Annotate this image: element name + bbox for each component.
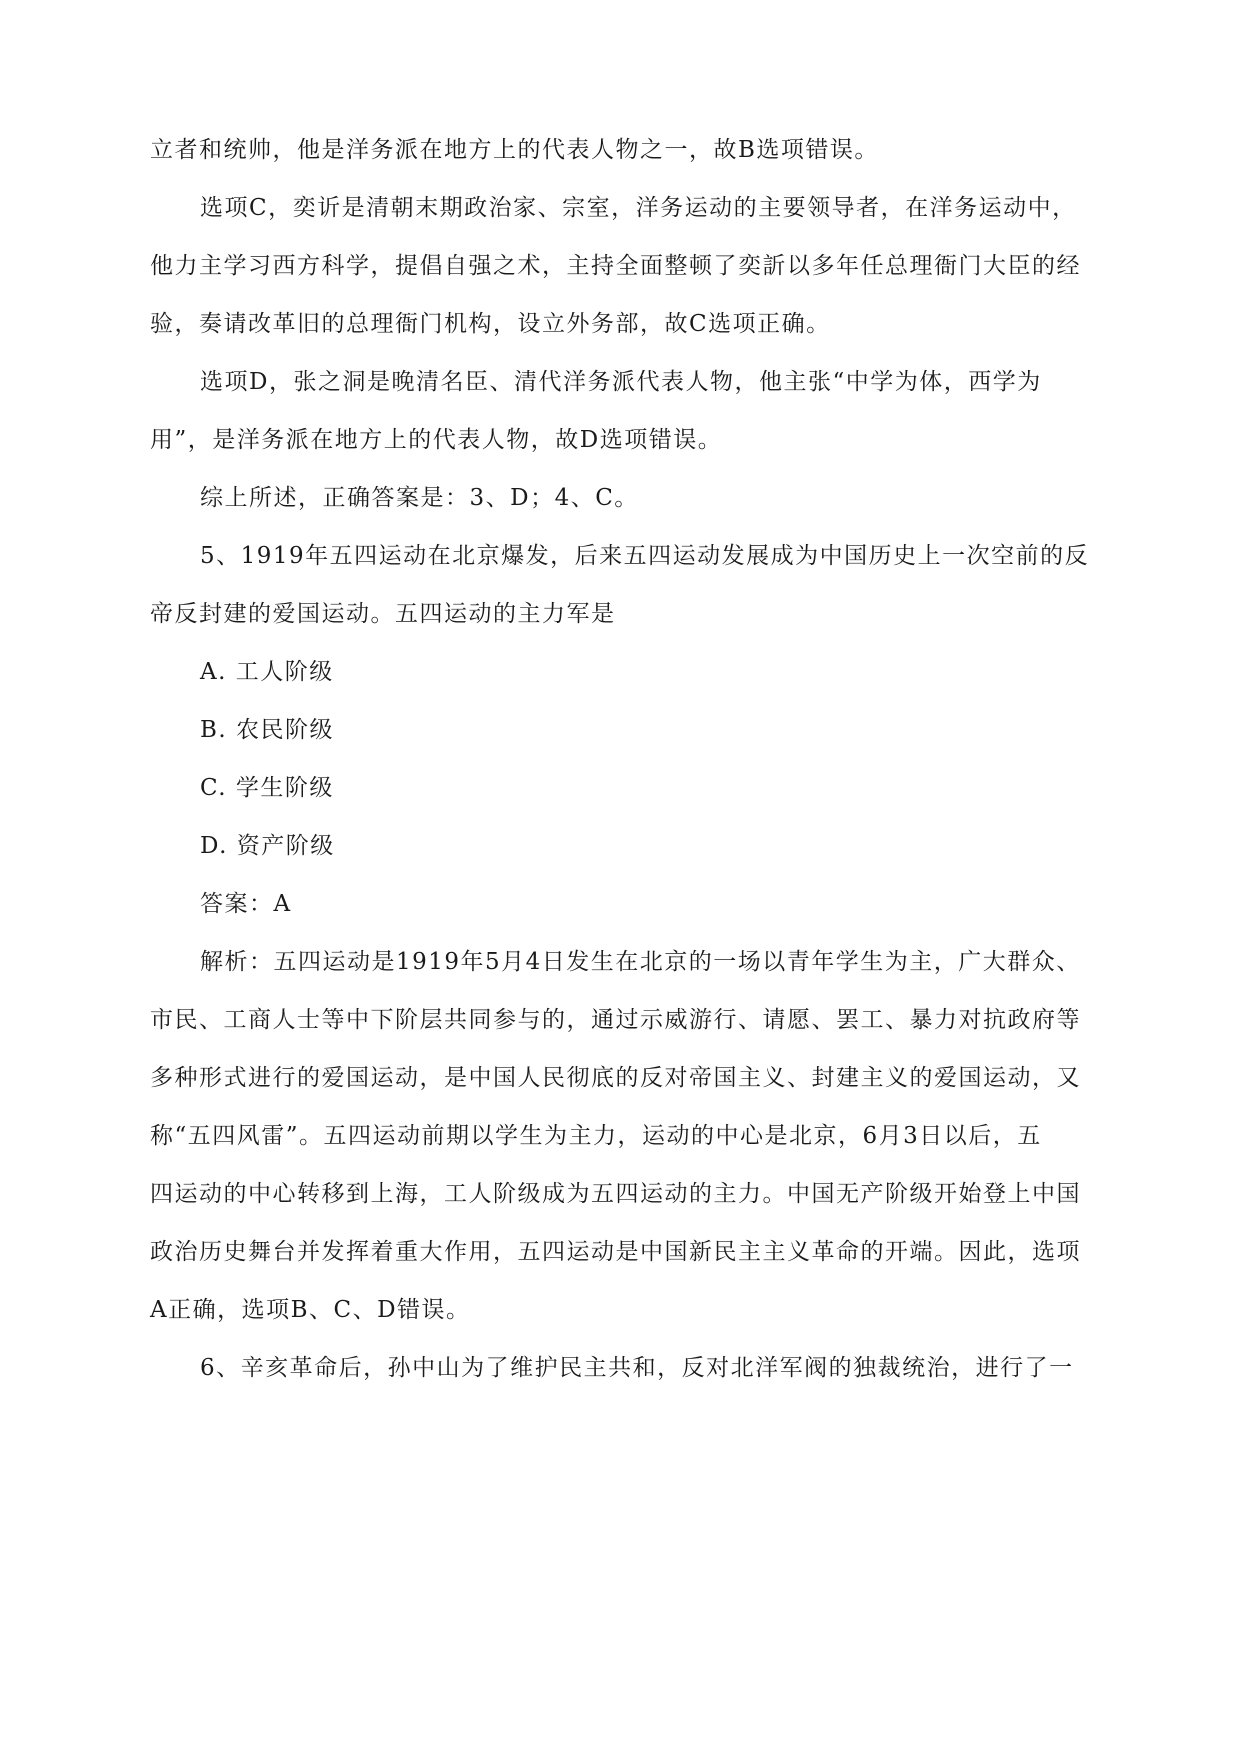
- analysis-text: 多种形式进行的爱国运动，是中国人民彻底的反对帝国主义、封建主义的爱国运动，又: [150, 1065, 1081, 1091]
- option-a: A. 工人阶级: [200, 659, 334, 685]
- answer-line: 答案：A: [200, 891, 292, 917]
- text-line: 用”，是洋务派在地方上的代表人物，故D选项错误。: [150, 427, 723, 453]
- analysis-text: 称“五四风雷”。五四运动前期以学生为主力，运动的中心是北京，6月3日以后，五: [150, 1123, 1042, 1149]
- analysis-text: A正确，选项B、C、D错误。: [150, 1297, 471, 1323]
- text-line: 综上所述，正确答案是：3、D；4、C。: [200, 485, 639, 511]
- question-5-text: 帝反封建的爱国运动。五四运动的主力军是: [150, 601, 616, 627]
- text-line: 验，奏请改革旧的总理衙门机构，设立外务部，故C选项正确。: [150, 311, 831, 337]
- analysis-text: 市民、工商人士等中下阶层共同参与的，通过示威游行、请愿、罢工、暴力对抗政府等: [150, 1007, 1081, 1033]
- option-b: B. 农民阶级: [200, 717, 335, 743]
- question-5-text: 5、1919年五四运动在北京爆发，后来五四运动发展成为中国历史上一次空前的反: [200, 543, 1090, 569]
- question-6-text: 6、辛亥革命后，孙中山为了维护民主共和，反对北洋军阀的独裁统治，进行了一: [200, 1355, 1074, 1381]
- analysis-text: 政治历史舞台并发挥着重大作用，五四运动是中国新民主主义革命的开端。因此，选项: [150, 1239, 1081, 1265]
- analysis-text: 四运动的中心转移到上海，工人阶级成为五四运动的主力。中国无产阶级开始登上中国: [150, 1181, 1081, 1207]
- option-d: D. 资产阶级: [200, 833, 335, 859]
- text-line: 选项D，张之洞是晚清名臣、清代洋务派代表人物，他主张“中学为体，西学为: [200, 369, 1042, 395]
- text-line: 立者和统帅，他是洋务派在地方上的代表人物之一，故B选项错误。: [150, 137, 879, 163]
- option-c: C. 学生阶级: [200, 775, 334, 801]
- text-line: 选项C，奕䜣是清朝末期政治家、宗室，洋务运动的主要领导者，在洋务运动中，: [200, 195, 1077, 221]
- analysis-text: 解析：五四运动是1919年5月4日发生在北京的一场以青年学生为主，广大群众、: [200, 949, 1081, 975]
- text-line: 他力主学习西方科学，提倡自强之术，主持全面整顿了奕訢以多年任总理衙门大臣的经: [150, 253, 1081, 279]
